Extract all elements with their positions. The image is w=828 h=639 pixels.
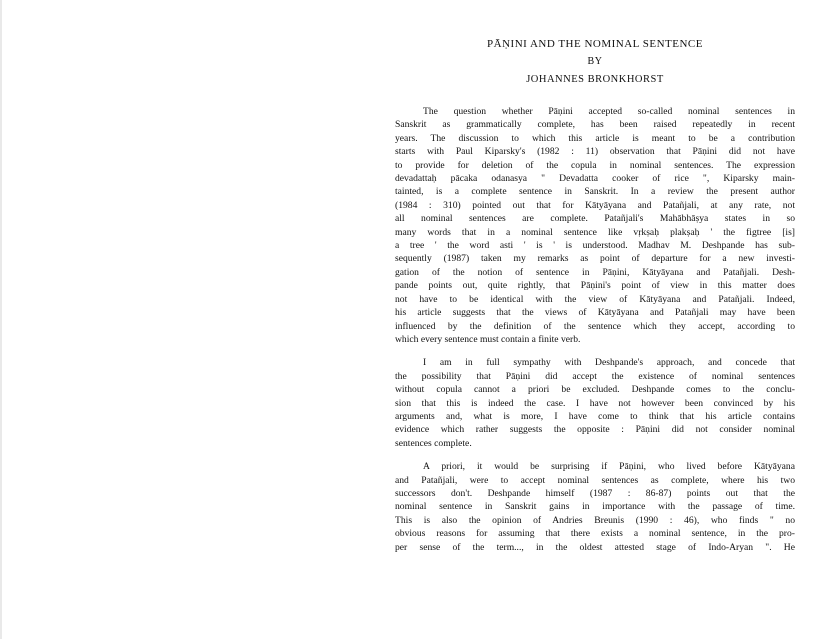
text-line: sion that this is indeed the case. I have not however been convinced by his [395, 397, 795, 409]
text-line: evidence which rather suggests the opposite : Pāṇini did not consider nominal [395, 424, 795, 436]
text-line: the possibility that Pāṇini did accept the existence of nominal sentences [395, 370, 795, 382]
text-line: years. The discussion to which this article is meant to be a contribution [395, 132, 795, 144]
text-line: tainted, is a complete sentence in Sanskrit. In a review the present author [395, 186, 795, 198]
paragraph-3 [395, 460, 795, 554]
text-line: many words that in a nominal sentence like vṛkṣaḥ plakṣaḥ ' the figtree [is] [395, 226, 795, 238]
scan-edge [0, 0, 2, 639]
byline-label: BY [587, 56, 603, 67]
text-line: arguments and, what is more, I have come to think that his article contains [395, 410, 795, 422]
text-line: influenced by the definition of the sentence which they accept, according to [395, 320, 795, 332]
text-line: sequently (1987) taken my remarks as point of departure for a new investi- [395, 253, 795, 265]
author-name: JOHANNES BRONKHORST [526, 74, 664, 85]
text-line: I am in full sympathy with Deshpande's approach, and concede that [423, 357, 795, 369]
text-line: obvious reasons for assuming that there exists a nominal sentence, in the pro- [395, 528, 795, 540]
text-line: pande points out, quite rightly, that Pāṇini's point of view in this matter does [395, 280, 795, 292]
text-line: sentences complete. [395, 437, 472, 449]
text-line: and Patañjali, were to accept nominal sentences as complete, where his two [395, 474, 795, 486]
text-line: devadattaḥ pācaka odanasya " Devadatta cooker of rice ", Kiparsky main- [395, 173, 795, 185]
text-line: per sense of the term..., in the oldest attested stage of Indo-Aryan ". He [395, 541, 795, 553]
text-line: all nominal sentences are complete. Patañjali's Mahābhāṣya states in so [395, 213, 795, 225]
text-line: The question whether Pāṇini accepted so-called nominal sentences in [423, 106, 795, 117]
text-line: which every sentence must contain a finite verb. [395, 333, 581, 345]
text-line: his article suggests that the views of Kātyāyana and Patañjali may have been [395, 307, 795, 319]
text-line: to provide for deletion of the copula in nominal sentences. The expression [395, 159, 795, 171]
text-line: a tree ' the word asti ' is ' is understood. Madhav M. Deshpande has sub- [395, 240, 795, 252]
text-line: gation of the notion of sentence in Pāṇini, Kātyāyana and Patañjali. Desh- [395, 266, 795, 278]
text-line: not have to be identical with the view of Kātyāyana and Patañjali. Indeed, [395, 293, 795, 305]
text-line: A priori, it would be surprising if Pāṇini, who lived before Kātyāyana [423, 461, 795, 473]
text-line: Sanskrit as grammatically complete, has been raised repeatedly in recent [395, 119, 795, 131]
text-line: nominal sentence in Sanskrit gains in importance with the passage of time. [395, 501, 795, 513]
text-line: (1984 : 310) pointed out that for Kātyāyana and Patañjali, at any rate, not [395, 199, 795, 211]
article-title: PĀṆINI AND THE NOMINAL SENTENCE [487, 38, 703, 50]
text-line: starts with Paul Kiparsky's (1982 : 11) observation that Pāṇini did not have [395, 146, 795, 158]
text-line: without copula cannot a priori be excluded. Deshpande comes to the conclu- [395, 384, 795, 396]
text-line: This is also the opinion of Andries Breunis (1990 : 46), who finds " no [395, 514, 795, 526]
paragraph-1 [395, 105, 795, 346]
document-page [395, 30, 795, 554]
text-line: successors don't. Deshpande himself (1987 : 86-87) points out that the [395, 487, 795, 499]
paragraph-2 [395, 356, 795, 450]
